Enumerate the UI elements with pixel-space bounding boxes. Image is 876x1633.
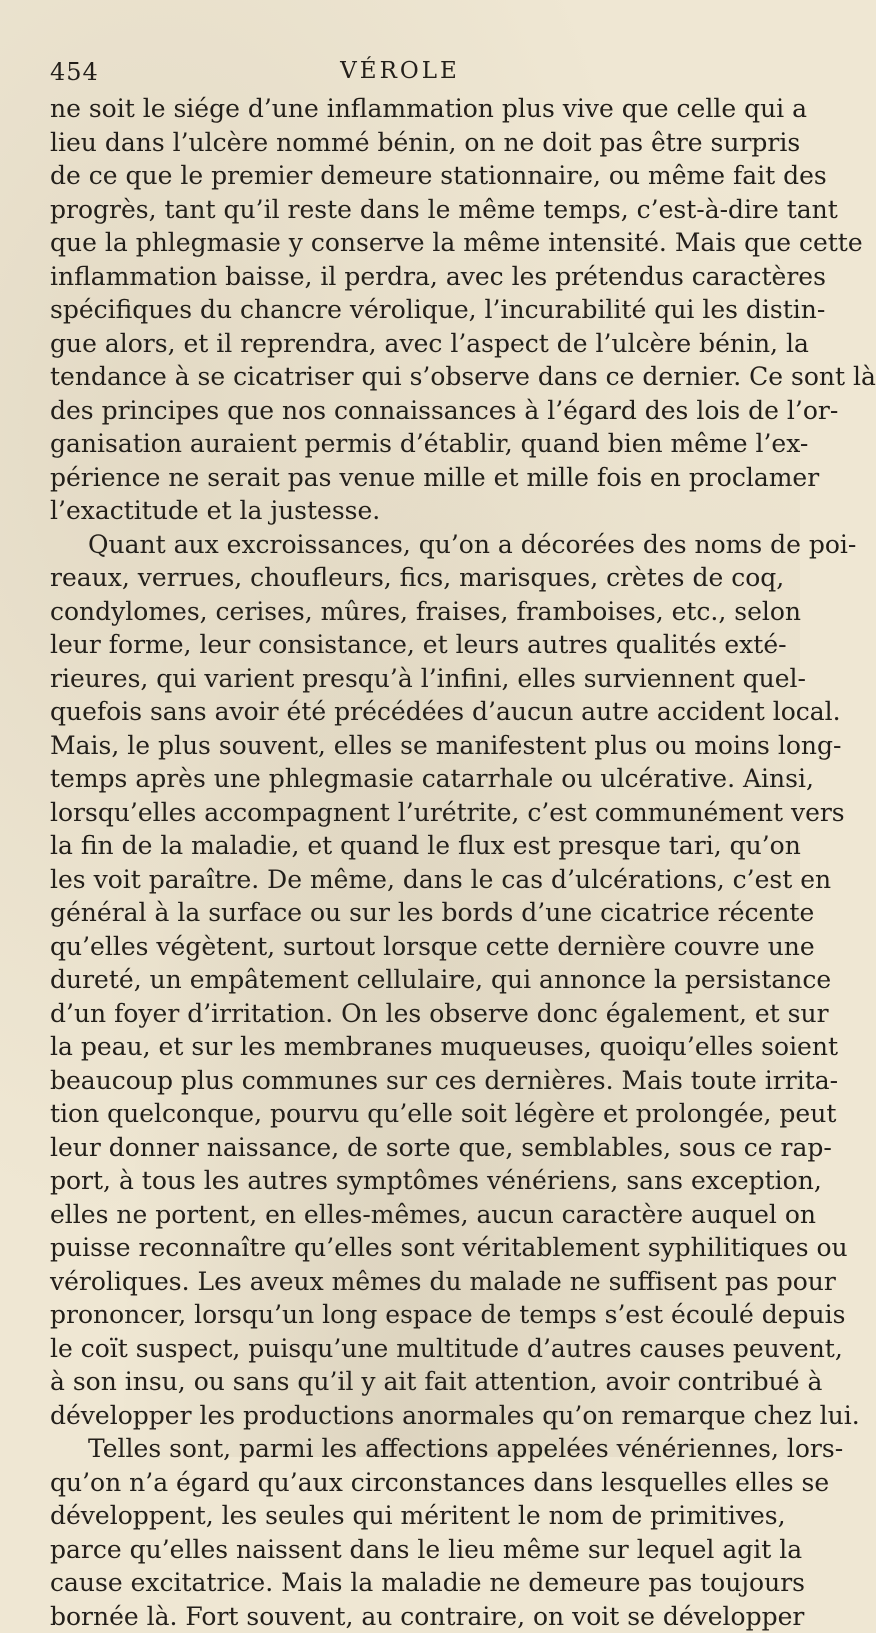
text-line: quefois sans avoir été précédées d’aucun autre accident local. xyxy=(50,695,766,729)
text-line: condylomes, cerises, mûres, fraises, framboises, etc., selon xyxy=(50,595,766,629)
text-line: gue alors, et il reprendra, avec l’aspect de l’ulcère bénin, la xyxy=(50,327,766,361)
running-title: VÉROLE xyxy=(50,58,750,84)
text-line: général à la surface ou sur les bords d’une cicatrice récente xyxy=(50,896,766,930)
text-line: tendance à se cicatriser qui s’observe dans ce dernier. Ce sont là xyxy=(50,360,766,394)
text-line: des principes que nos connaissances à l’égard des lois de l’or- xyxy=(50,394,766,428)
text-line: reaux, verrues, choufleurs, fics, marisques, crètes de coq, xyxy=(50,561,766,595)
text-line: développer les productions anormales qu’on remarque chez lui. xyxy=(50,1399,766,1433)
text-line: d’un foyer d’irritation. On les observe donc également, et sur xyxy=(50,997,766,1031)
text-line: ne soit le siége d’une inflammation plus vive que celle qui a xyxy=(50,92,766,126)
text-line: prononcer, lorsqu’un long espace de temps s’est écoulé depuis xyxy=(50,1298,766,1332)
text-line: progrès, tant qu’il reste dans le même temps, c’est-à-dire tant xyxy=(50,193,766,227)
text-line: Quant aux excroissances, qu’on a décorées des noms de poi- xyxy=(50,528,766,562)
text-line: qu’elles végètent, surtout lorsque cette dernière couvre une xyxy=(50,930,766,964)
text-line: bornée là. Fort souvent, au contraire, on voit se développer xyxy=(50,1600,766,1633)
text-line: leur forme, leur consistance, et leurs autres qualités exté- xyxy=(50,628,766,662)
text-line: la fin de la maladie, et quand le flux est presque tari, qu’on xyxy=(50,829,766,863)
text-line: elles ne portent, en elles-mêmes, aucun caractère auquel on xyxy=(50,1198,766,1232)
text-line: à son insu, ou sans qu’il y ait fait attention, avoir contribué à xyxy=(50,1365,766,1399)
body-text xyxy=(50,92,766,1633)
text-line: beaucoup plus communes sur ces dernières. Mais toute irrita- xyxy=(50,1064,766,1098)
text-line: dureté, un empâtement cellulaire, qui annonce la persistance xyxy=(50,963,766,997)
text-line: cause excitatrice. Mais la maladie ne demeure pas toujours xyxy=(50,1566,766,1600)
text-line: inflammation baisse, il perdra, avec les prétendus caractères xyxy=(50,260,766,294)
text-line: qu’on n’a égard qu’aux circonstances dans lesquelles elles se xyxy=(50,1466,766,1500)
text-line: véroliques. Les aveux mêmes du malade ne suffisent pas pour xyxy=(50,1265,766,1299)
text-line: lieu dans l’ulcère nommé bénin, on ne doit pas être surpris xyxy=(50,126,766,160)
text-line: parce qu’elles naissent dans le lieu même sur lequel agit la xyxy=(50,1533,766,1567)
text-line: ganisation auraient permis d’établir, quand bien même l’ex- xyxy=(50,427,766,461)
page-number: 454 xyxy=(50,58,99,86)
text-line: l’exactitude et la justesse. xyxy=(50,494,766,528)
text-line: rieures, qui varient presqu’à l’infini, elles surviennent quel- xyxy=(50,662,766,696)
text-line: tion quelconque, pourvu qu’elle soit légère et prolongée, peut xyxy=(50,1097,766,1131)
text-line: lorsqu’elles accompagnent l’urétrite, c’est communément vers xyxy=(50,796,766,830)
text-line: les voit paraître. De même, dans le cas d’ulcérations, c’est en xyxy=(50,863,766,897)
text-line: spécifiques du chancre vérolique, l’incurabilité qui les distin- xyxy=(50,293,766,327)
text-line: la peau, et sur les membranes muqueuses, quoiqu’elles soient xyxy=(50,1030,766,1064)
text-line: leur donner naissance, de sorte que, semblables, sous ce rap- xyxy=(50,1131,766,1165)
text-line: développent, les seules qui méritent le nom de primitives, xyxy=(50,1499,766,1533)
text-line: Telles sont, parmi les affections appelées vénériennes, lors- xyxy=(50,1432,766,1466)
text-line: port, à tous les autres symptômes vénériens, sans exception, xyxy=(50,1164,766,1198)
page-header xyxy=(50,58,750,92)
text-line: périence ne serait pas venue mille et mille fois en proclamer xyxy=(50,461,766,495)
text-line: le coït suspect, puisqu’une multitude d’autres causes peuvent, xyxy=(50,1332,766,1366)
text-line: Mais, le plus souvent, elles se manifestent plus ou moins long- xyxy=(50,729,766,763)
text-line: de ce que le premier demeure stationnaire, ou même fait des xyxy=(50,159,766,193)
text-line: que la phlegmasie y conserve la même intensité. Mais que cette xyxy=(50,226,766,260)
text-line: temps après une phlegmasie catarrhale ou ulcérative. Ainsi, xyxy=(50,762,766,796)
text-line: puisse reconnaître qu’elles sont véritablement syphilitiques ou xyxy=(50,1231,766,1265)
